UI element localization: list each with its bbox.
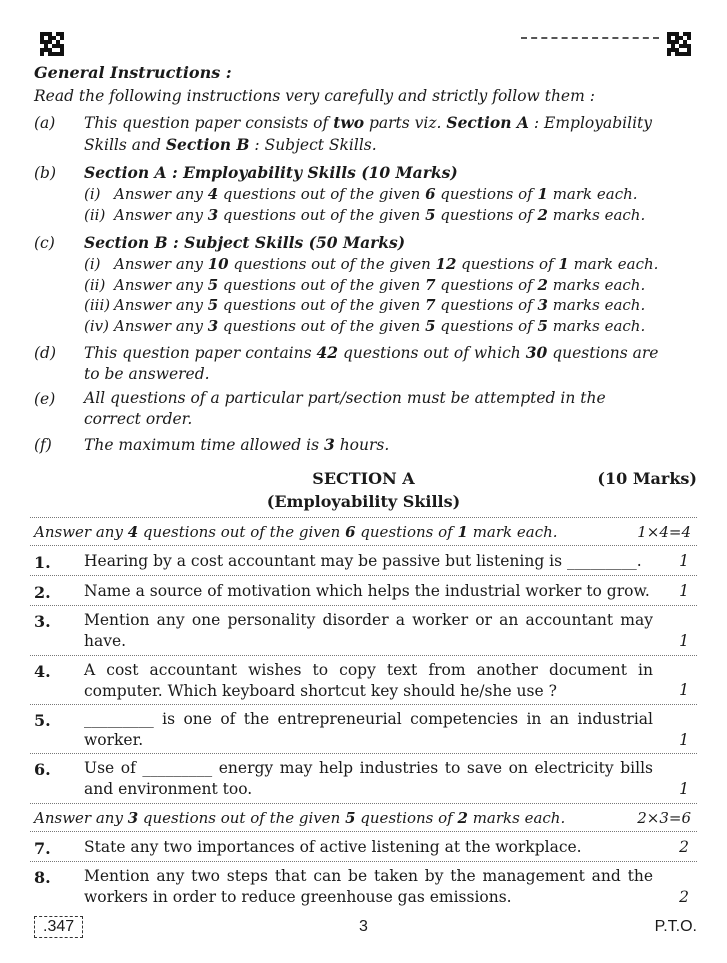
divider [30, 517, 697, 518]
divider [30, 655, 697, 656]
question-marks: 1 [679, 582, 689, 600]
instruction-d-text: This question paper contains 42 questions out of which 30 questions are to be answered. [84, 343, 659, 383]
qr-code-icon-right [667, 32, 691, 56]
question-text: _________ is one of the entrepreneurial competencies in an industrial worker. [84, 710, 653, 749]
paper-code: .347 [34, 916, 83, 938]
instruction-b-label: (b) [34, 164, 57, 182]
instruction-e-label: (e) [34, 390, 56, 408]
question-text: Hearing by a cost accountant may be passive but listening is _________. [84, 552, 642, 570]
instruction-c-item: (i) Answer any 10 questions out of the given 12 questions of 1 mark each. [84, 255, 659, 273]
sub-instruction-1-marks: 1×4=4 [637, 523, 691, 541]
instruction-c-item: (ii) Answer any 5 questions out of the given 7 questions of 2 marks each. [84, 276, 646, 294]
question-text: State any two importances of active listening at the workplace. [84, 838, 582, 856]
question-text: Name a source of motivation which helps the industrial worker to grow. [84, 582, 650, 600]
divider [30, 861, 697, 862]
question-marks: 1 [679, 731, 689, 749]
question-number: 6. [34, 760, 51, 779]
divider [30, 753, 697, 754]
sub-instruction-1: Answer any 4 questions out of the given 6 questions of 1 mark each. [34, 523, 558, 541]
section-subtitle: (Employability Skills) [266, 492, 461, 511]
divider [30, 831, 697, 832]
divider [30, 575, 697, 576]
question-number: 8. [34, 868, 51, 887]
question-marks: 1 [679, 552, 689, 570]
instruction-d-label: (d) [34, 344, 57, 362]
question-number: 5. [34, 711, 51, 730]
question-marks: 1 [679, 632, 689, 650]
instruction-c-item: (iv) Answer any 3 questions out of the given 5 questions of 5 marks each. [84, 317, 646, 335]
instruction-b-item: (i) Answer any 4 questions out of the given 6 questions of 1 mark each. [84, 185, 638, 203]
sub-instruction-2: Answer any 3 questions out of the given 5 questions of 2 marks each. [34, 809, 566, 827]
question-number: 1. [34, 553, 51, 572]
instruction-c-label: (c) [34, 234, 55, 252]
sub-instruction-2-marks: 2×3=6 [637, 809, 691, 827]
general-instructions-title: General Instructions : [34, 63, 232, 82]
instruction-f-label: (f) [34, 436, 52, 454]
question-text: Mention any one personality disorder a worker or an accountant may have. [84, 611, 653, 650]
instruction-a-label: (a) [34, 114, 56, 132]
question-text: Use of _________ energy may help industries to save on electricity bills and environment too. [84, 759, 653, 798]
instruction-b-item: (ii) Answer any 3 questions out of the given 5 questions of 2 marks each. [84, 206, 646, 224]
question-number: 2. [34, 583, 51, 602]
question-text: Mention any two steps that can be taken by the management and the workers in order to reduce greenhouse gas emissions. [84, 867, 653, 906]
instruction-a-text: This question paper consists of two parts viz. Section A : Employability Skills and Section B : Subject Skills. [84, 113, 653, 154]
question-number: 7. [34, 839, 51, 858]
question-number: 4. [34, 662, 51, 681]
section-title: SECTION A [312, 469, 415, 488]
question-marks: 2 [679, 838, 689, 856]
instruction-b-heading: Section A : Employability Skills (10 Marks) [84, 163, 458, 182]
question-number: 3. [34, 612, 51, 631]
question-marks: 1 [679, 780, 689, 798]
general-instructions-intro: Read the following instructions very carefully and strictly follow them : [34, 87, 595, 105]
instruction-f-text: The maximum time allowed is 3 hours. [84, 435, 390, 454]
section-marks: (10 Marks) [597, 469, 697, 488]
question-marks: 2 [679, 888, 689, 906]
question-marks: 1 [679, 681, 689, 699]
divider [30, 704, 697, 705]
page-number: 3 [359, 918, 368, 935]
instruction-c-item: (iii) Answer any 5 questions out of the given 7 questions of 3 marks each. [84, 296, 646, 314]
divider [30, 545, 697, 546]
header-dash-line [521, 37, 659, 39]
divider [30, 803, 697, 804]
please-turn-over: P.T.O. [654, 918, 697, 935]
question-text: A cost accountant wishes to copy text from another document in computer. Which keyboard shortcut key should he/she use ? [84, 661, 653, 700]
qr-code-icon-left [40, 32, 64, 56]
instruction-c-heading: Section B : Subject Skills (50 Marks) [84, 233, 406, 252]
divider [30, 605, 697, 606]
instruction-e-text: All questions of a particular part/section must be attempted in the correct order. [84, 389, 606, 428]
